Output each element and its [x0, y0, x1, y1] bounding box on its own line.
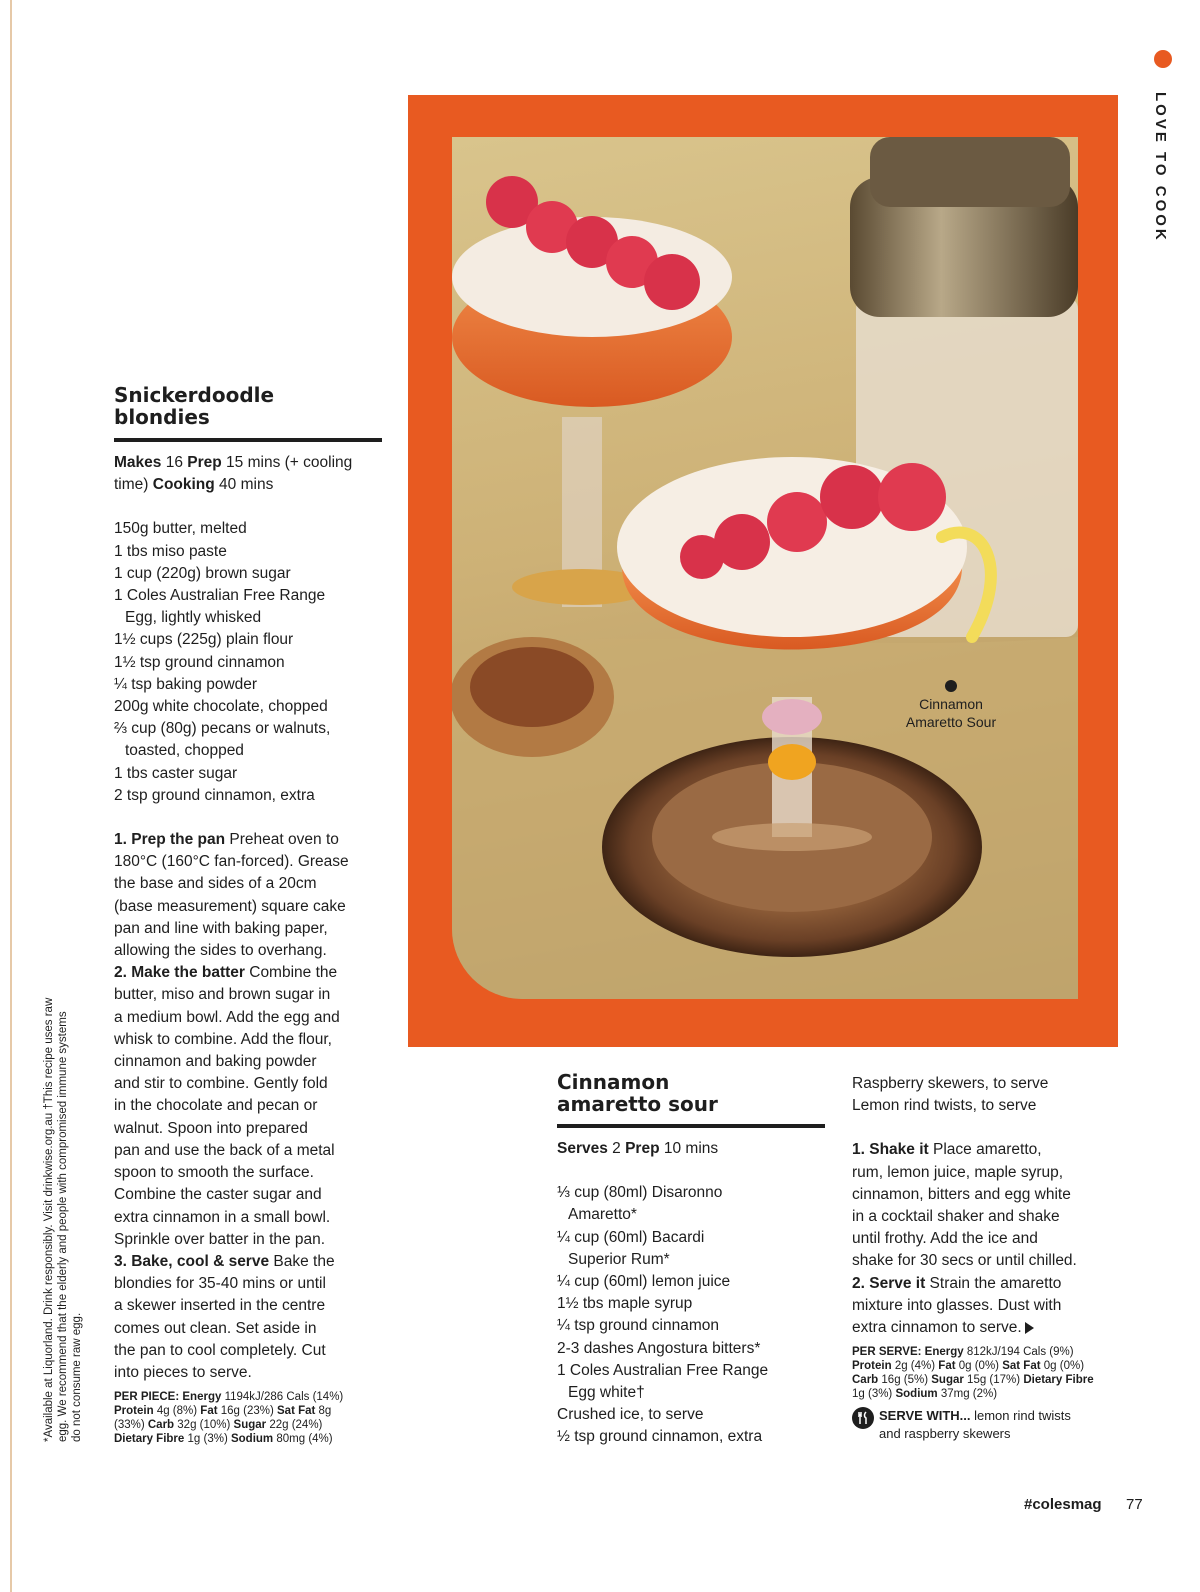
method-text: a skewer inserted in the centre: [114, 1297, 326, 1315]
footer-hashtag: #colesmag: [1024, 1496, 1102, 1513]
method-line: [114, 1340, 382, 1362]
ingredient-item: Superior Rum*: [568, 1250, 670, 1268]
sour-ingredients: [557, 1182, 825, 1448]
method-line: [114, 940, 382, 962]
method-line: [852, 1273, 1124, 1295]
ingredient-item: Lemon rind twists, to serve: [852, 1097, 1037, 1115]
method-text: Place amaretto,: [928, 1141, 1042, 1159]
method-line: [114, 1073, 382, 1095]
method-line: [852, 1295, 1124, 1317]
method-text: extra cinnamon in a small bowl.: [114, 1208, 331, 1226]
serve-with-label: SERVE WITH...: [879, 1408, 971, 1424]
ingredient-item: 1 cup (220g) brown sugar: [114, 564, 291, 582]
method-line: [114, 851, 382, 873]
ingredient-item: Raspberry skewers, to serve: [852, 1075, 1049, 1092]
photo-caption: Cinnamon Amaretto Sour: [905, 696, 997, 730]
method-line: [114, 1184, 382, 1206]
ingredient-item: 2-3 dashes Angostura bitters*: [557, 1339, 761, 1357]
method-text: whisk to combine. Add the flour,: [114, 1030, 332, 1048]
photo-frame: [408, 95, 1118, 1047]
method-text: cinnamon and baking powder: [114, 1053, 317, 1071]
nutrition-value: 16g (5%): [878, 1374, 932, 1387]
nutrition-value: 80mg (4%): [273, 1433, 333, 1446]
method-line: [852, 1184, 1124, 1206]
blondies-meta: [114, 452, 382, 496]
method-line: [114, 984, 382, 1006]
method-text: the pan to cool completely. Cut: [114, 1341, 326, 1359]
method-text: rum, lemon juice, maple syrup,: [852, 1163, 1064, 1181]
nutrition-label: Sugar: [233, 1419, 267, 1432]
method-text: allowing the sides to overhang.: [114, 942, 327, 960]
method-line: [852, 1317, 1124, 1339]
method-text: pan and line with baking paper,: [114, 919, 328, 937]
ingredient-item: Egg white†: [568, 1384, 645, 1402]
cocktail-photo: [452, 137, 1078, 999]
method-line: [114, 829, 382, 851]
method-line: [114, 1007, 382, 1029]
nutrition-label: Carb: [852, 1374, 879, 1387]
serves-value: 2: [607, 1140, 626, 1157]
method-text: mixture into glasses. Dust with: [852, 1296, 1062, 1314]
nutrition-line: [852, 1359, 1124, 1373]
method-text: butter, miso and brown sugar in: [114, 986, 331, 1004]
method-text: shake for 30 secs or until chilled.: [852, 1252, 1077, 1270]
ingredient-item: toasted, chopped: [125, 742, 244, 760]
method-text: in the chocolate and pecan or: [114, 1097, 318, 1115]
nutrition-label: Dietary Fibre: [114, 1433, 185, 1446]
ingredient-item: ¼ cup (60ml) Bacardi: [557, 1228, 705, 1246]
nutrition-label: Dietary Fibre: [1023, 1374, 1094, 1387]
method-text: a medium bowl. Add the egg and: [114, 1008, 340, 1026]
method-line: [114, 1095, 382, 1117]
page-edge-line: [10, 0, 12, 1592]
method-step-heading: 3. Bake, cool & serve: [114, 1252, 270, 1270]
sour-nutrition: [852, 1345, 1124, 1401]
method-line: [852, 1139, 1124, 1161]
callout-dot: [945, 680, 957, 692]
ingredient-item: 2 tsp ground cinnamon, extra: [114, 786, 315, 804]
blondies-method: [114, 829, 382, 1384]
method-text: 180°C (160°C fan-forced). Grease: [114, 853, 349, 871]
method-line: [114, 1162, 382, 1184]
nutrition-label: Sat Fat: [1002, 1360, 1041, 1373]
method-text: Bake the: [269, 1252, 335, 1270]
method-line: [852, 1228, 1124, 1250]
ingredient-item: Egg, lightly whisked: [125, 609, 262, 627]
ingredient-item: 1½ tsp ground cinnamon: [114, 653, 285, 671]
method-line: [114, 918, 382, 940]
method-line: [114, 1295, 382, 1317]
method-text: Combine the caster sugar and: [114, 1186, 322, 1204]
method-text: pan and use the back of a metal: [114, 1141, 335, 1159]
method-text: Sprinkle over batter in the pan.: [114, 1230, 326, 1248]
nutrition-value: 32g (10%): [174, 1419, 234, 1432]
sour-title: [557, 1071, 825, 1115]
ingredient-item: ⅔ cup (80g) pecans or walnuts,: [114, 720, 331, 738]
method-line: [852, 1250, 1124, 1272]
disclaimer-line: do not consume raw egg.: [71, 1312, 83, 1442]
method-step-heading: 2. Make the batter: [114, 964, 245, 982]
nutrition-line: [114, 1432, 382, 1446]
method-text: walnut. Spoon into prepared: [114, 1119, 308, 1137]
nutrition-label: Protein: [114, 1405, 154, 1418]
method-line: [114, 962, 382, 984]
nutrition-value: 1g (3%): [184, 1433, 231, 1446]
nutrition-value: 37mg (2%): [937, 1388, 998, 1401]
nutrition-value: 0g (0%): [1040, 1360, 1085, 1373]
serve-with-text: and raspberry skewers: [879, 1426, 1011, 1442]
nutrition-line: [852, 1373, 1124, 1387]
blondies-title-rule: [114, 438, 382, 442]
blondies-ingredients: [114, 518, 382, 807]
method-text: cinnamon, bitters and egg white: [852, 1185, 1071, 1203]
method-text: and stir to combine. Gently fold: [114, 1075, 328, 1093]
method-text: comes out clean. Set aside in: [114, 1319, 317, 1337]
method-step-heading: 2. Serve it: [852, 1274, 926, 1292]
sour-recipe: [557, 1071, 825, 1449]
blondies-title-line-1: Snickerdoodle: [114, 383, 275, 407]
method-line: [114, 1029, 382, 1051]
ingredient-item: 200g white chocolate, chopped: [114, 698, 328, 716]
method-text: spoon to smooth the surface.: [114, 1164, 314, 1182]
prep-label: Prep: [187, 454, 222, 471]
nutrition-label: Fat: [200, 1405, 218, 1418]
method-line: [114, 1207, 382, 1229]
method-text: Combine the: [244, 964, 338, 982]
nutrition-value: 22g (24%): [266, 1419, 323, 1432]
method-line: [114, 1140, 382, 1162]
nutrition-label: Protein: [852, 1360, 892, 1373]
blondies-recipe: [114, 384, 382, 1446]
nutrition-value: 8g: [315, 1405, 332, 1418]
blondies-title-line-2: blondies: [114, 405, 210, 429]
sour-meta: [557, 1138, 825, 1160]
sour-title-line-1: Cinnamon: [557, 1070, 670, 1094]
method-line: [114, 1051, 382, 1073]
section-label: LOVE TO COOK: [1152, 92, 1169, 243]
method-line: [114, 1251, 382, 1273]
section-dot: [1154, 50, 1172, 68]
nutrition-value: 812kJ/194 Cals (9%): [963, 1346, 1074, 1359]
method-line: [114, 873, 382, 895]
method-text: into pieces to serve.: [114, 1363, 252, 1381]
nutrition-value: 16g (23%): [217, 1405, 277, 1418]
prep-value: 10 mins: [659, 1140, 719, 1157]
nutrition-label: Sodium: [230, 1433, 274, 1446]
method-line: [114, 896, 382, 918]
sour-method: [852, 1139, 1124, 1339]
ingredient-item: ¼ tsp ground cinnamon: [557, 1317, 719, 1335]
disclaimer-line: *Available at Liquorland. Drink responsibly. Visit drinkwise.org.au †This recipe uses raw: [43, 997, 55, 1442]
nutrition-value: 1g (3%): [852, 1388, 896, 1401]
nutrition-value: 2g (4%): [891, 1360, 939, 1373]
prep-label: Prep: [625, 1140, 660, 1157]
method-step-heading: 1. Prep the pan: [114, 831, 226, 849]
ingredient-item: 1½ tbs maple syrup: [557, 1295, 693, 1313]
ingredient-item: Crushed ice, to serve: [557, 1406, 704, 1424]
method-text: Strain the amaretto: [925, 1274, 1062, 1292]
sour-title-rule: [557, 1124, 825, 1128]
method-line: [114, 1318, 382, 1340]
page-number: 77: [1126, 1496, 1143, 1513]
blondies-title: [114, 384, 382, 428]
method-line: [114, 1362, 382, 1384]
ingredient-item: ⅓ cup (80ml) Disaronno: [557, 1184, 723, 1202]
nutrition-label: PER SERVE: Energy: [852, 1346, 964, 1359]
serve-with: [852, 1407, 1124, 1443]
ingredient-item: ½ tsp ground cinnamon, extra: [557, 1428, 763, 1446]
cooking-value: 40 mins: [214, 476, 274, 494]
nutrition-line: [114, 1418, 382, 1432]
nutrition-value: (33%): [114, 1419, 148, 1432]
serves-label: Serves: [557, 1140, 608, 1157]
cutlery-icon: [852, 1407, 874, 1429]
makes-label: Makes: [114, 454, 162, 471]
nutrition-value: 15g (17%): [963, 1374, 1024, 1387]
ingredient-item: 1½ cups (225g) plain flour: [114, 631, 294, 649]
sour-ingredients-cont: [852, 1073, 1124, 1117]
blondies-nutrition: [114, 1390, 382, 1446]
nutrition-label: Sodium: [895, 1388, 938, 1401]
method-line: [114, 1118, 382, 1140]
nutrition-line: [852, 1345, 1124, 1359]
continue-arrow-icon: [1025, 1322, 1034, 1334]
sour-title-line-2: amaretto sour: [557, 1092, 718, 1116]
serve-with-text: lemon rind twists: [970, 1408, 1071, 1424]
method-text: blondies for 35-40 mins or until: [114, 1275, 326, 1293]
prep-value: 15 mins (+ cooling: [221, 454, 353, 471]
nutrition-label: Sat Fat: [277, 1405, 316, 1418]
cooking-label: Cooking: [152, 476, 215, 494]
method-text: extra cinnamon to serve.: [852, 1319, 1022, 1337]
nutrition-value: 4g (8%): [153, 1405, 201, 1418]
method-line: [852, 1206, 1124, 1228]
ingredient-item: ¼ cup (60ml) lemon juice: [557, 1273, 731, 1291]
nutrition-value: 0g (0%): [955, 1360, 1003, 1373]
prep-value-cont: time): [114, 476, 153, 494]
ingredient-item: 1 tbs miso paste: [114, 542, 227, 560]
sour-recipe-cont: [852, 1073, 1124, 1443]
ingredient-item: 150g butter, melted: [114, 520, 247, 538]
nutrition-value: 1194kJ/286 Cals (14%): [221, 1391, 344, 1404]
ingredient-item: 1 tbs caster sugar: [114, 764, 238, 782]
cocktail-illustration: [452, 137, 1078, 999]
nutrition-line: [114, 1390, 382, 1404]
method-text: the base and sides of a 20cm: [114, 875, 317, 893]
method-text: in a cocktail shaker and shake: [852, 1208, 1060, 1226]
disclaimer-note: [42, 922, 84, 1442]
nutrition-label: PER PIECE: Energy: [114, 1391, 222, 1404]
nutrition-label: Sugar: [931, 1374, 964, 1387]
nutrition-line: [114, 1404, 382, 1418]
ingredient-item: ¼ tsp baking powder: [114, 675, 258, 693]
method-text: Preheat oven to: [225, 831, 339, 849]
method-line: [852, 1162, 1124, 1184]
ingredient-item: 1 Coles Australian Free Range: [114, 587, 326, 605]
method-step-heading: 1. Shake it: [852, 1141, 929, 1159]
method-line: [114, 1229, 382, 1251]
ingredient-item: 1 Coles Australian Free Range: [557, 1361, 769, 1379]
nutrition-line: [852, 1387, 1124, 1401]
makes-value: 16: [161, 454, 188, 471]
nutrition-label: Fat: [938, 1360, 956, 1373]
nutrition-label: Carb: [147, 1419, 175, 1432]
disclaimer-line: egg. We recommend that the elderly and people with compromised immune systems: [57, 1011, 69, 1442]
method-text: until frothy. Add the ice and: [852, 1230, 1038, 1248]
ingredient-item: Amaretto*: [568, 1206, 637, 1224]
method-text: (base measurement) square cake: [114, 897, 346, 915]
method-line: [114, 1273, 382, 1295]
